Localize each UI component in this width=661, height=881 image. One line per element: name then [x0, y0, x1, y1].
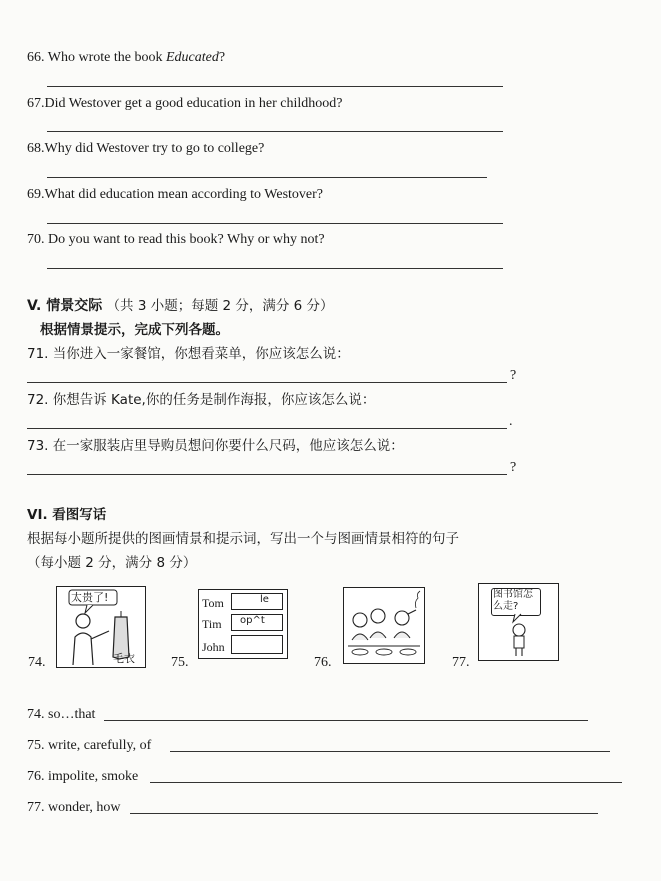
- picture-74-bubble: 太贵了!: [71, 591, 109, 604]
- picture-75-box-tom: le: [231, 593, 283, 610]
- prompt-74: 74. so…that: [27, 707, 96, 722]
- picture-75-box-john: [231, 635, 283, 654]
- section-5-heading: [27, 298, 334, 314]
- answer-line-67[interactable]: [47, 131, 503, 132]
- section-5-score: （共 3 小题；每题 2 分，满分 6 分）: [106, 298, 334, 314]
- picture-74: [56, 586, 146, 668]
- question-71: 71. 当你进入一家餐馆，你想看菜单，你应该怎么说：: [27, 346, 350, 362]
- question-69: 69.What did education mean according to Westover?: [27, 187, 324, 202]
- section-5-instruction: 根据情景提示，完成下列各题。: [40, 322, 229, 338]
- picture-74-caption: 毛衣: [113, 652, 135, 665]
- question-73: 73. 在一家服装店里导购员想问你要什么尺码，他应该怎么说：: [27, 438, 404, 454]
- restaurant-smoking-illustration: [344, 588, 424, 663]
- answer-line-76[interactable]: [150, 782, 622, 783]
- picture-77-number: 77.: [452, 655, 470, 670]
- section-5-title: V. 情景交际: [27, 298, 103, 314]
- picture-75: [198, 589, 288, 659]
- picture-76-number: 76.: [314, 655, 332, 670]
- question-72-end: .: [509, 414, 513, 429]
- section-6-instruction: 根据每小题所提供的图画情景和提示词，写出一个与图画情景相符的句子: [27, 531, 459, 547]
- question-67: 67.Did Westover get a good education in her childhood?: [27, 96, 343, 111]
- answer-line-73[interactable]: [27, 474, 507, 475]
- question-70: 70. Do you want to read this book? Why or why not?: [27, 232, 325, 247]
- answer-line-74[interactable]: [104, 720, 588, 721]
- answer-line-70[interactable]: [47, 268, 503, 269]
- picture-74-number: 74.: [28, 655, 46, 670]
- section-6-score: （每小题 2 分，满分 8 分）: [27, 555, 197, 571]
- question-66: 66. Who wrote the book Educated?: [27, 50, 226, 65]
- picture-75-box-tim: op^t: [231, 614, 283, 631]
- question-71-end: ?: [510, 368, 517, 383]
- answer-line-68[interactable]: [47, 177, 487, 178]
- question-72: 72. 你想告诉 Kate,你的任务是制作海报，你应该怎么说：: [27, 392, 376, 408]
- boy-asking-illustration: [479, 584, 558, 660]
- answer-line-66[interactable]: [47, 86, 503, 87]
- picture-75-name-tim: Tim: [202, 617, 222, 631]
- section-6-title: VI. 看图写话: [27, 507, 107, 523]
- question-68: 68.Why did Westover try to go to college?: [27, 141, 265, 156]
- question-73-end: ?: [510, 460, 517, 475]
- answer-line-71[interactable]: [27, 382, 507, 383]
- picture-76: [343, 587, 425, 664]
- answer-line-75[interactable]: [170, 751, 610, 752]
- prompt-77: 77. wonder, how: [27, 800, 121, 815]
- picture-75-name-john: John: [202, 640, 225, 654]
- answer-line-77[interactable]: [130, 813, 598, 814]
- prompt-75: 75. write, carefully, of: [27, 738, 152, 753]
- answer-line-72[interactable]: [27, 428, 507, 429]
- picture-77: [478, 583, 559, 661]
- answer-line-69[interactable]: [47, 223, 503, 224]
- picture-75-name-tom: Tom: [202, 596, 224, 610]
- picture-77-bubble: 图书馆怎么走?: [493, 589, 533, 612]
- picture-75-number: 75.: [171, 655, 189, 670]
- prompt-76: 76. impolite, smoke: [27, 769, 139, 784]
